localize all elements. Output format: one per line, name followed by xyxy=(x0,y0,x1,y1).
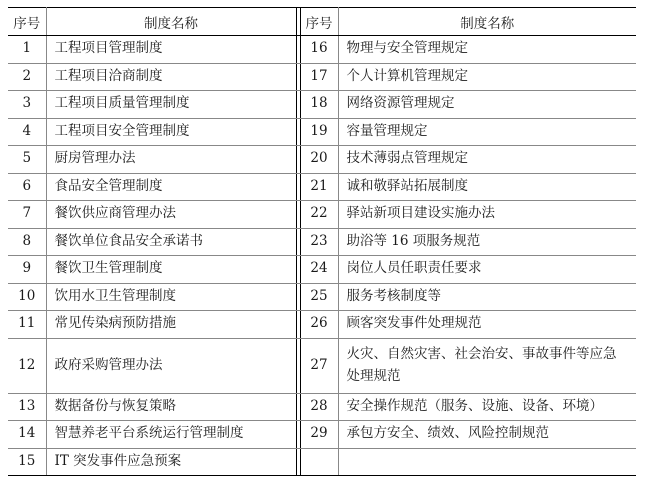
table-row xyxy=(8,448,636,476)
row-right-number: 21 xyxy=(300,173,338,201)
row-left-number: 9 xyxy=(8,256,46,284)
row-right-number: 17 xyxy=(300,63,338,91)
row-right-number: 19 xyxy=(300,118,338,146)
row-right-number: 24 xyxy=(300,256,338,284)
table-row xyxy=(8,173,636,201)
row-left-name: 食品安全管理制度 xyxy=(46,173,296,201)
regulations-table-container xyxy=(8,7,636,476)
row-right-name: 承包方安全、绩效、风险控制规范 xyxy=(338,421,636,449)
row-left-name: 餐饮卫生管理制度 xyxy=(46,256,296,284)
header-right-number: 序号 xyxy=(300,8,338,36)
row-right-name: 驿站新项目建设实施办法 xyxy=(338,201,636,229)
row-left-number: 12 xyxy=(8,338,46,393)
row-left-number: 1 xyxy=(8,36,46,64)
row-left-name: 餐饮供应商管理办法 xyxy=(46,201,296,229)
row-right-name: 个人计算机管理规定 xyxy=(338,63,636,91)
row-right-name: 安全操作规范（服务、设施、设备、环境） xyxy=(338,393,636,421)
row-left-name: 智慧养老平台系统运行管理制度 xyxy=(46,421,296,449)
table-row xyxy=(8,338,636,393)
row-left-name: 工程项目洽商制度 xyxy=(46,63,296,91)
row-left-number: 7 xyxy=(8,201,46,229)
table-row xyxy=(8,256,636,284)
row-left-number: 8 xyxy=(8,228,46,256)
row-right-name: 顾客突发事件处理规范 xyxy=(338,311,636,339)
table-header-row xyxy=(8,8,636,36)
row-right-number: 29 xyxy=(300,421,338,449)
row-right-name: 助浴等 16 项服务规范 xyxy=(338,228,636,256)
row-right-name: 技术薄弱点管理规定 xyxy=(338,146,636,174)
row-left-name: 工程项目安全管理制度 xyxy=(46,118,296,146)
row-left-number: 2 xyxy=(8,63,46,91)
row-right-name xyxy=(338,448,636,476)
row-right-number: 18 xyxy=(300,91,338,119)
row-left-number: 3 xyxy=(8,91,46,119)
row-right-name: 物理与安全管理规定 xyxy=(338,36,636,64)
table-row xyxy=(8,201,636,229)
row-left-name: 工程项目管理制度 xyxy=(46,36,296,64)
row-left-number: 10 xyxy=(8,283,46,311)
row-left-number: 14 xyxy=(8,421,46,449)
header-right-name: 制度名称 xyxy=(338,8,636,36)
table-row xyxy=(8,91,636,119)
row-left-name: 餐饮单位食品安全承诺书 xyxy=(46,228,296,256)
row-left-number: 11 xyxy=(8,311,46,339)
row-right-name: 服务考核制度等 xyxy=(338,283,636,311)
row-right-number: 20 xyxy=(300,146,338,174)
header-left-name: 制度名称 xyxy=(46,8,296,36)
row-right-number: 22 xyxy=(300,201,338,229)
row-right-name: 网络资源管理规定 xyxy=(338,91,636,119)
row-left-name: IT 突发事件应急预案 xyxy=(46,448,296,476)
table-row xyxy=(8,421,636,449)
table-row xyxy=(8,63,636,91)
row-left-name: 厨房管理办法 xyxy=(46,146,296,174)
row-right-number: 25 xyxy=(300,283,338,311)
regulations-table xyxy=(8,7,636,476)
row-right-number: 27 xyxy=(300,338,338,393)
table-body xyxy=(8,36,636,476)
table-row xyxy=(8,118,636,146)
row-left-number: 6 xyxy=(8,173,46,201)
row-right-number xyxy=(300,448,338,476)
row-left-number: 5 xyxy=(8,146,46,174)
row-right-number: 23 xyxy=(300,228,338,256)
table-row xyxy=(8,283,636,311)
row-right-name: 容量管理规定 xyxy=(338,118,636,146)
header-left-number: 序号 xyxy=(8,8,46,36)
row-right-name-text: 火灾、自然灾害、社会治安、事故事件等应急处理规范 xyxy=(346,345,617,384)
row-right-name xyxy=(338,338,636,393)
table-row xyxy=(8,228,636,256)
table-row xyxy=(8,36,636,64)
row-right-number: 26 xyxy=(300,311,338,339)
row-left-name: 数据备份与恢复策略 xyxy=(46,393,296,421)
row-left-name: 常见传染病预防措施 xyxy=(46,311,296,339)
row-right-name: 诚和敬驿站拓展制度 xyxy=(338,173,636,201)
row-right-number: 16 xyxy=(300,36,338,64)
row-left-name: 饮用水卫生管理制度 xyxy=(46,283,296,311)
row-left-name: 工程项目质量管理制度 xyxy=(46,91,296,119)
row-left-number: 4 xyxy=(8,118,46,146)
table-row xyxy=(8,393,636,421)
table-row xyxy=(8,146,636,174)
row-left-number: 13 xyxy=(8,393,46,421)
row-left-number: 15 xyxy=(8,448,46,476)
table-row xyxy=(8,311,636,339)
row-right-number: 28 xyxy=(300,393,338,421)
row-left-name: 政府采购管理办法 xyxy=(46,338,296,393)
row-right-name: 岗位人员任职责任要求 xyxy=(338,256,636,284)
